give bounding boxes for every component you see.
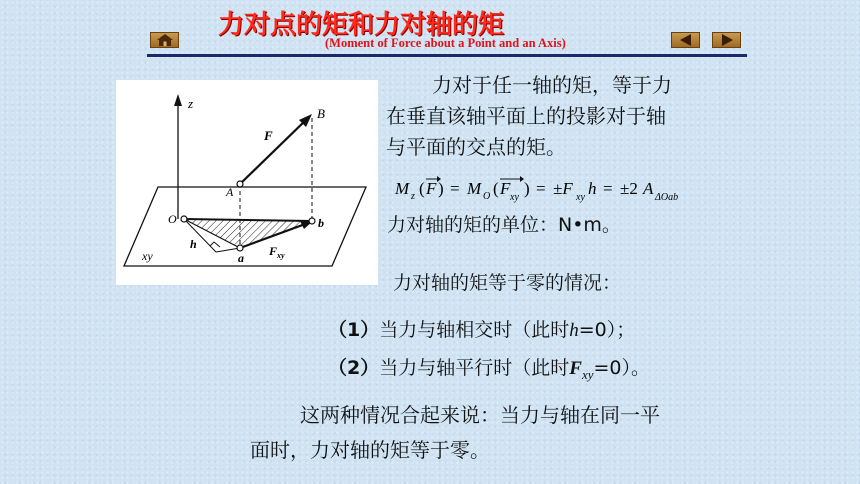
label-xy: xy	[142, 249, 153, 263]
svg-text:): )	[438, 179, 444, 198]
conclusion-line-1: 这两种情况合起来说：当力与轴在同一平	[300, 403, 660, 427]
case-2-text: 当力与轴平行时（此时	[379, 357, 570, 379]
case-2-tail: =0）。	[593, 357, 650, 379]
svg-text:(: (	[419, 179, 425, 198]
svg-text:): )	[524, 179, 530, 198]
case-1-text: 当力与轴相交时（此时	[379, 319, 570, 341]
page-title: 力对点的矩和力对轴的矩	[218, 10, 505, 40]
case-1-var: h	[569, 320, 579, 341]
svg-text:A: A	[643, 179, 654, 198]
definition-line-2: 在垂直该轴平面上的投影对于轴	[386, 104, 666, 128]
label-a: a	[238, 251, 244, 265]
label-A: A	[226, 185, 234, 199]
conclusion-line-2: 面时，力对轴的矩等于零。	[250, 438, 490, 462]
case-2	[328, 353, 650, 390]
label-b: b	[318, 216, 324, 230]
svg-text:xy: xy	[510, 192, 519, 203]
svg-text:=: =	[450, 179, 460, 198]
page-subtitle: (Moment of Force about a Point and an Axis)	[325, 36, 566, 50]
label-fxy-sub: xy	[277, 251, 285, 260]
svg-text:F: F	[426, 179, 437, 198]
case-1	[328, 315, 635, 346]
moment-formula	[393, 172, 753, 208]
case-2-var: F	[569, 358, 582, 379]
triangle-oab	[184, 219, 312, 248]
next-slide-button[interactable]	[712, 32, 741, 48]
svg-text:z: z	[411, 191, 415, 202]
home-icon	[157, 34, 173, 46]
label-fxy: F	[269, 244, 278, 258]
svg-text:=: =	[536, 179, 546, 198]
svg-text:ΔOab: ΔOab	[655, 192, 679, 203]
label-h: h	[190, 237, 197, 251]
prev-slide-button[interactable]	[671, 32, 700, 48]
svg-text:M: M	[395, 179, 410, 198]
case-2-num: （2）	[328, 357, 380, 379]
definition-line-1: 力对于任一轴的矩，等于力	[432, 73, 672, 97]
case-1-tail: =0）；	[578, 319, 636, 341]
label-O: O	[168, 212, 177, 226]
svg-text:M: M	[467, 179, 482, 198]
definition-line-3: 与平面的交点的矩。	[386, 135, 566, 159]
home-button[interactable]	[150, 32, 179, 48]
moment-axis-figure	[116, 80, 378, 285]
label-F: F	[264, 128, 273, 143]
triangle-right-icon	[720, 34, 734, 46]
triangle-left-icon	[679, 34, 693, 46]
label-B: B	[317, 106, 325, 121]
title-rule	[147, 54, 747, 57]
svg-text:F: F	[500, 179, 511, 198]
svg-text:(: (	[493, 179, 499, 198]
zero-cases-title: 力对轴的矩等于零的情况：	[393, 272, 622, 294]
svg-text:xy: xy	[576, 192, 585, 203]
svg-text:=: =	[603, 179, 613, 198]
svg-text:O: O	[483, 191, 491, 202]
label-z: z	[188, 96, 194, 111]
force-f-arrow	[240, 118, 308, 184]
case-2-sub: xy	[581, 366, 594, 382]
svg-text:±2: ±2	[620, 179, 638, 198]
svg-text:h: h	[588, 179, 597, 198]
unit-text: 力对轴的矩的单位：N•m。	[387, 214, 621, 236]
svg-text:±F: ±F	[553, 179, 573, 198]
case-1-num: （1）	[328, 319, 380, 341]
